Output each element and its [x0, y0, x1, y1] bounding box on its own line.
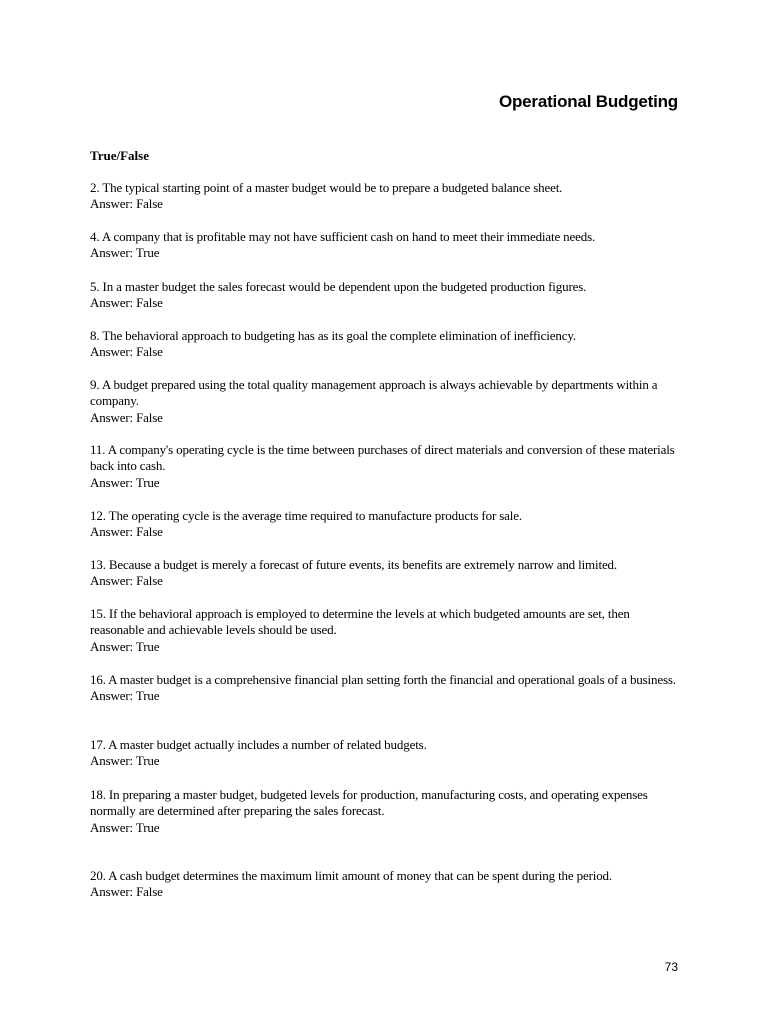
question-item	[90, 279, 680, 312]
question-answer: Answer: False	[90, 409, 163, 425]
question-answer: Answer: True	[90, 688, 160, 704]
question-text: 2. The typical starting point of a master budget would be to prepare a budgeted balance sheet.	[90, 180, 563, 195]
question-answer: Answer: False	[90, 344, 163, 360]
page-title: Operational Budgeting	[498, 92, 678, 111]
question-text: 18. In preparing a master budget, budgeted levels for production, manufacturing costs, and operating expenses normally are determined after preparing the sales forecast.	[90, 787, 648, 819]
question-item	[90, 737, 680, 770]
question-text: 4. A company that is profitable may not have sufficient cash on hand to meet their immediate needs.	[90, 229, 596, 244]
question-item	[90, 377, 680, 426]
question-text: 15. If the behavioral approach is employed to determine the levels at which budgeted amounts are set, then reasonable and achievable levels should be used.	[90, 606, 630, 638]
question-answer: Answer: True	[90, 245, 160, 261]
question-answer: Answer: True	[90, 474, 160, 490]
question-answer: Answer: False	[90, 524, 163, 540]
question-text: 20. A cash budget determines the maximum limit amount of money that can be spent during the period.	[90, 868, 613, 883]
question-text: 5. In a master budget the sales forecast would be dependent upon the budgeted production figures.	[90, 279, 587, 294]
question-item	[90, 557, 680, 590]
question-item	[90, 868, 680, 901]
question-text: 12. The operating cycle is the average time required to manufacture products for sale.	[90, 508, 522, 523]
question-text: 11. A company's operating cycle is the time between purchases of direct materials and conversion of these materials back into cash.	[90, 442, 675, 474]
question-answer: Answer: True	[90, 638, 160, 654]
question-item	[90, 328, 680, 361]
question-text: 17. A master budget actually includes a number of related budgets.	[90, 737, 427, 752]
question-item	[90, 229, 680, 262]
question-text: 16. A master budget is a comprehensive financial plan setting forth the financial and operational goals of a business.	[90, 672, 676, 687]
question-answer: Answer: True	[90, 819, 160, 835]
question-item	[90, 787, 680, 836]
question-item	[90, 508, 680, 541]
question-item	[90, 672, 680, 705]
question-answer: Answer: False	[90, 295, 163, 311]
question-answer: Answer: False	[90, 196, 163, 212]
question-item	[90, 180, 680, 213]
question-text: 9. A budget prepared using the total quality management approach is always achievable by departments within a company.	[90, 377, 658, 409]
question-text: 13. Because a budget is merely a forecast of future events, its benefits are extremely narrow and limited.	[90, 557, 618, 572]
question-item	[90, 606, 680, 655]
question-text: 8. The behavioral approach to budgeting has as its goal the complete elimination of inefficiency.	[90, 328, 576, 343]
question-answer: Answer: True	[90, 753, 160, 769]
question-answer: Answer: False	[90, 573, 163, 589]
question-answer: Answer: False	[90, 884, 163, 900]
question-item	[90, 442, 680, 491]
section-heading: True/False	[90, 148, 149, 163]
page-number: 73	[664, 960, 678, 974]
